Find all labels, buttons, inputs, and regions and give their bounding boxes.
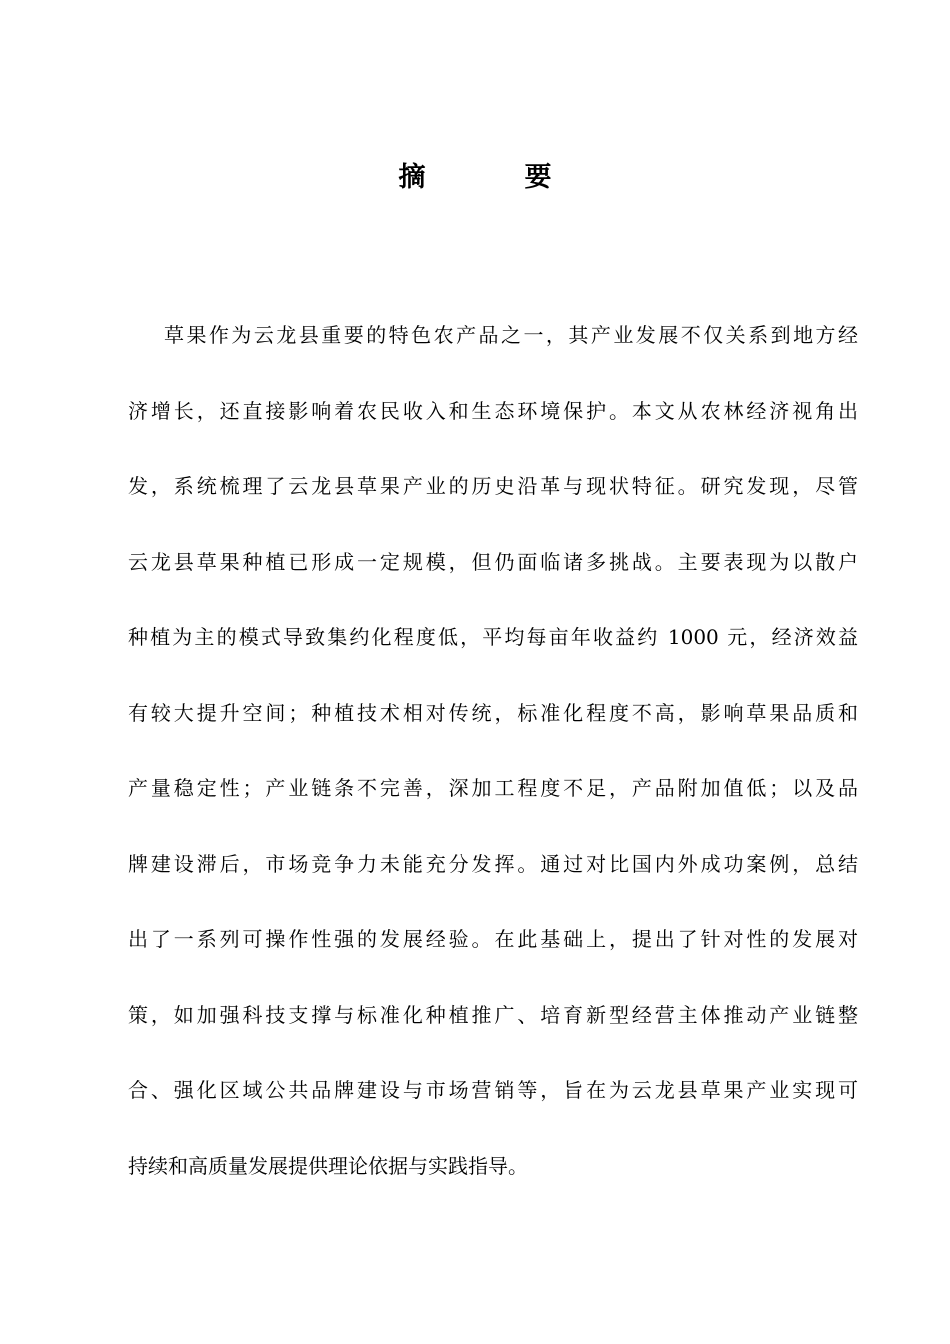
abstract-line: 云龙县草果种植已形成一定规模，但仍面临诸多挑战。主要表现为以散户 <box>128 549 858 574</box>
abstract-body <box>128 298 858 1204</box>
abstract-line: 有较大提升空间；种植技术相对传统，标准化程度不高，影响草果品质和 <box>128 700 858 725</box>
abstract-line: 牌建设滞后，市场竞争力未能充分发挥。通过对比国内外成功案例，总结 <box>128 851 858 876</box>
abstract-line: 出了一系列可操作性强的发展经验。在此基础上，提出了针对性的发展对 <box>128 927 858 951</box>
abstract-line: 发，系统梳理了云龙县草果产业的历史沿革与现状特征。研究发现，尽管 <box>128 474 858 498</box>
page-title: 摘 要 <box>398 162 588 193</box>
abstract-line: 济增长，还直接影响着农民收入和生态环境保护。本文从农林经济视角出 <box>128 398 858 423</box>
abstract-line: 产量稳定性；产业链条不完善，深加工程度不足，产品附加值低；以及品 <box>128 776 858 800</box>
abstract-line: 草果作为云龙县重要的特色农产品之一，其产业发展不仅关系到地方经 <box>164 323 858 347</box>
abstract-line: 策，如加强科技支撑与标准化种植推广、培育新型经营主体推动产业链整 <box>128 1002 858 1027</box>
abstract-line: 持续和高质量发展提供理论依据与实践指导。 <box>128 1153 528 1178</box>
abstract-line: 合、强化区域公共品牌建设与市场营销等，旨在为云龙县草果产业实现可 <box>128 1078 858 1102</box>
abstract-line: 种植为主的模式导致集约化程度低，平均每亩年收益约 1000 元，经济效益 <box>128 625 858 649</box>
